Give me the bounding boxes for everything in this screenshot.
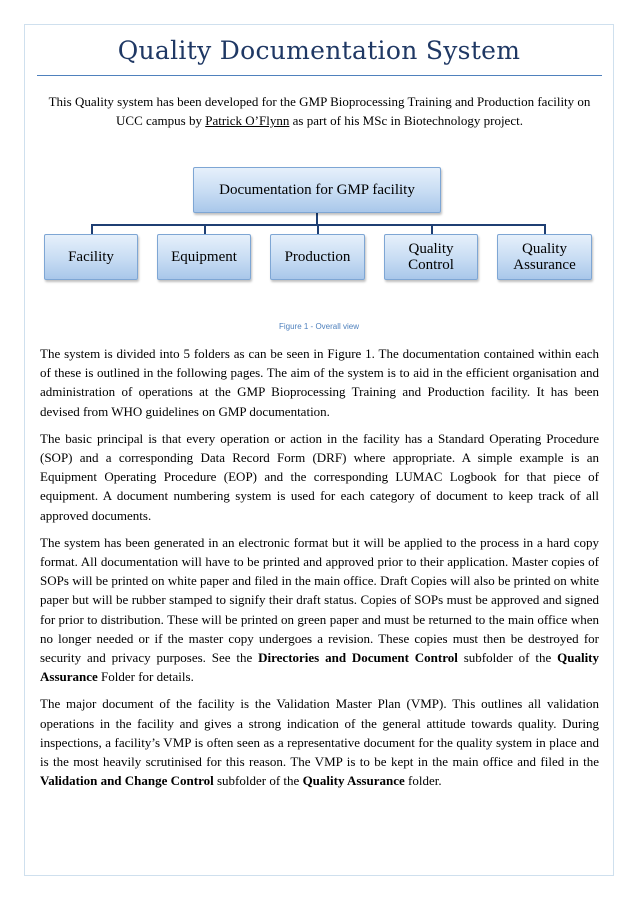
paragraph-1: The system is divided into 5 folders as can be seen in Figure 1. The documentation contained within each of these is outlined in the following pages. The aim of the system is to aid in the efficient organisation and administration of operations at the GMP Bioprocessing Training and Production facility. It has been devised from WHO guidelines on GMP documentation. xyxy=(40,346,599,419)
p4-bold-validation: Validation and Change Control xyxy=(40,773,214,789)
chart-box-production xyxy=(270,234,365,280)
paragraph-2: The basic principal is that every operation or action in the facility has a Standard Operating Procedure (SOP) and a corresponding Data Record Form (DRF) where appropriate. A simple example is an Equipment Operating Procedure (EOP) and the corresponding LUMAC Logbook for that piece of equipment. A document numbering system is used for each category of document to keep track of all approved documents. xyxy=(40,430,599,523)
chart-box-equipment xyxy=(157,234,251,280)
connector-facility xyxy=(91,224,93,234)
paragraph-4 xyxy=(40,694,599,790)
connector-production xyxy=(317,224,319,234)
p4-text-c: subfolder of the xyxy=(213,773,303,789)
body-text xyxy=(40,344,599,798)
p3-text-c: subfolder of the xyxy=(457,650,558,666)
p4-text-a: The major document of the facility is the Validation Master Plan (VMP). This outlines all validation operations in the facility and gives a strong indication of the general attitude towards quality. During inspections, a facility’s VMP is often seen as a representative document for the quality system in place and is the most heavily scrutinised for this reason. The VMP is to be kept in the main office and filed in the xyxy=(40,696,599,770)
chart-box-quality-assurance xyxy=(497,234,592,280)
production-label: Production xyxy=(284,249,351,265)
org-chart xyxy=(0,0,638,320)
intro-before: This Quality system has been developed for the GMP Bioprocessing Training and Production facility on UCC campus by xyxy=(48,94,591,128)
p4-text-d: folder. xyxy=(404,773,442,789)
chart-box-quality-control xyxy=(384,234,478,280)
page-title: Quality Documentation System xyxy=(117,36,521,65)
paragraph-3 xyxy=(40,533,599,687)
quality-control-line1: Quality xyxy=(408,241,454,257)
p4-bold-quality-assurance: Quality Assurance xyxy=(302,773,405,789)
connector-quality-assurance xyxy=(544,224,546,234)
author-name: Patrick O’Flynn xyxy=(205,113,290,128)
quality-assurance-line2: Assurance xyxy=(513,257,576,273)
intro-after: as part of his MSc in Biotechnology project. xyxy=(289,113,523,128)
facility-label: Facility xyxy=(68,249,114,265)
p3-bold-quality-assurance: Quality Assurance xyxy=(40,650,600,685)
figure-caption: Figure 1 - Overall view xyxy=(278,322,360,331)
connector-equipment xyxy=(204,224,206,234)
chart-root-box: Documentation for GMP facility xyxy=(193,167,441,213)
quality-assurance-line1: Quality xyxy=(521,241,567,257)
equipment-label: Equipment xyxy=(171,249,237,265)
p3-bold-directories: Directories and Document Control xyxy=(258,650,458,666)
p3-text-d: Folder for details. xyxy=(97,669,194,685)
quality-control-line2: Control xyxy=(408,257,454,273)
p3-text-a: The system has been generated in an electronic format but it will be applied to the process in a hard copy format. All documentation will have to be printed and approved prior to their application. Master copies of SOPs will be printed on white paper and filed in the main office. Draft Copies will also be printed on white paper but will be rubber stamped to signify their draft status. Copies of SOPs must be approved and signed for prior to distribution. These will be printed on green paper and must be returned to the main office when no longer needed or if the master copy undergoes a revision. These copies must then be destroyed for security and privacy purposes. See the xyxy=(40,534,599,666)
chart-box-facility xyxy=(44,234,138,280)
connector-quality-control xyxy=(431,224,433,234)
